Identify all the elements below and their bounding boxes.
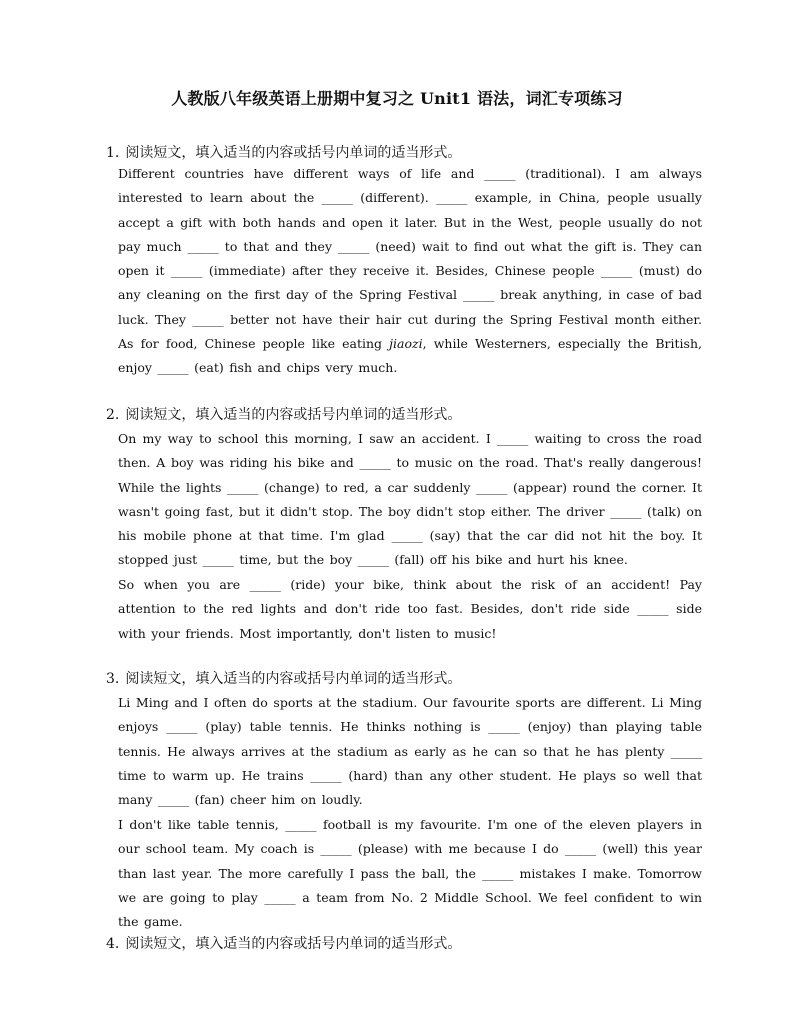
- question-3-number: 3.: [106, 671, 120, 687]
- question-3-instruction: 阅读短文，填入适当的内容或括号内单词的适当形式。: [125, 671, 462, 687]
- question-2-passage-2: So when you are _____ (ride) your bike, think about the risk of an accident! Pay attention to the red lights and don't ride too fast. Besides, don't ride side _____ side with your friends. Most importantly, don't listen to music!: [118, 577, 702, 641]
- question-1-passage: [118, 162, 702, 381]
- question-4-number: 4.: [106, 936, 120, 952]
- question-1-heading: [106, 142, 461, 162]
- question-2-instruction: 阅读短文，填入适当的内容或括号内单词的适当形式。: [125, 407, 462, 423]
- question-3-passage-2: I don't like table tennis, _____ football is my favourite. I'm one of the eleven players in our school team. My coach is _____ (please) with me because I do _____ (well) this year than last year. The more carefully I pass the ball, the _____ mistakes I make. Tomorrow we are going to play _____ a team from No. 2 Middle School. We feel confident to win the game.: [118, 817, 702, 930]
- question-1-italic-word: jiaozi: [389, 336, 423, 352]
- question-3-heading: [106, 668, 461, 688]
- question-4-instruction: 阅读短文，填入适当的内容或括号内单词的适当形式。: [125, 936, 462, 952]
- question-1-instruction: 阅读短文，填入适当的内容或括号内单词的适当形式。: [125, 145, 462, 161]
- question-1-number: 1.: [106, 145, 120, 161]
- question-2-passage-1: On my way to school this morning, I saw an accident. I _____ waiting to cross the road then. A boy was riding his bike and _____ to music on the road. That's really dangerous! While the lights _____ (change) to red, a car suddenly _____ (appear) round the corner. It wasn't going fast, but it didn't stop. The boy didn't stop either. The driver _____ (talk) on his mobile phone at that time. I'm glad _____ (say) that the car did not hit the boy. It stopped just _____ time, but the boy _____ (fall) off his bike and hurt his knee.: [118, 431, 702, 568]
- question-1-text-part-2: , while Westerners, especially the British, enjoy _____ (eat) fish and chips very much.: [118, 336, 702, 376]
- question-1-text-part-1: Different countries have different ways of life and _____ (traditional). I am always interested to learn about the _____ (different). _____ example, in China, people usually accept a gift with both hands and open it later. But in the West, people usually do not pay much _____ to that and they _____ (need) wait to find out what the gift is. They can open it _____ (immediate) after they receive it. Besides, Chinese people _____ (must) do any cleaning on the first day of the Spring Festival _____ break anything, in case of bad luck. They _____ better not have their hair cut during the Spring Festival month either. As for food, Chinese people like eating: [118, 166, 702, 352]
- question-2-heading: [106, 404, 461, 424]
- question-3-passage-1: Li Ming and I often do sports at the stadium. Our favourite sports are different. Li Ming enjoys _____ (play) table tennis. He thinks nothing is _____ (enjoy) than playing table tennis. He always arrives at the stadium as early as he can so that he has plenty _____ time to warm up. He trains _____ (hard) than any other student. He plays so well that many _____ (fan) cheer him on loudly.: [118, 695, 702, 808]
- question-4-heading: [106, 933, 461, 953]
- page-title: 人教版八年级英语上册期中复习之 Unit1 语法，词汇专项练习: [171, 89, 623, 108]
- question-2-number: 2.: [106, 407, 120, 423]
